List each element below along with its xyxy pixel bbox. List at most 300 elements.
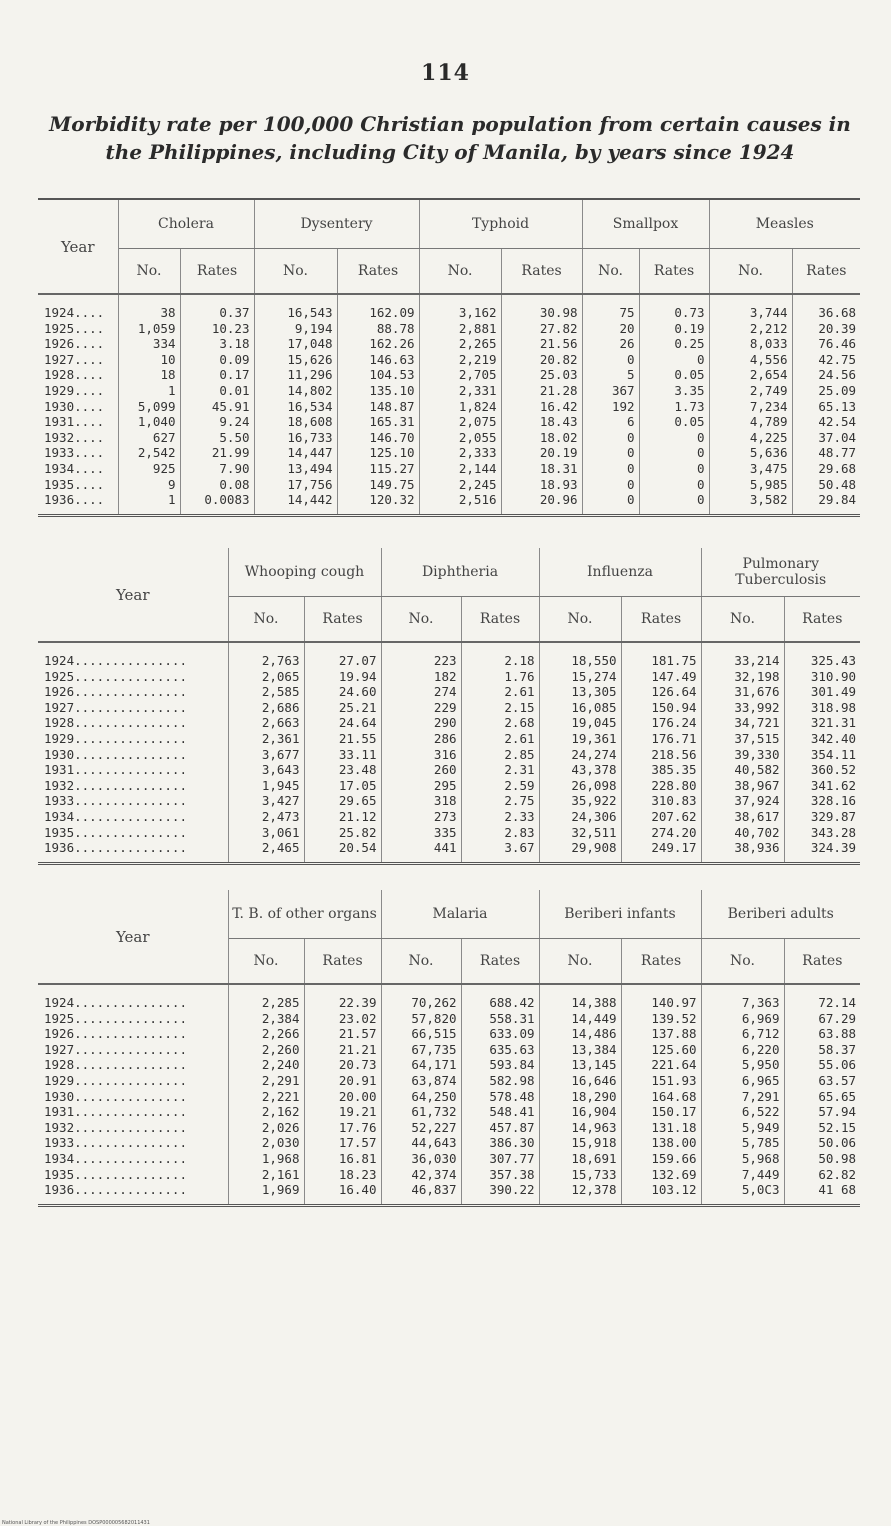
rate-cell: 17.05 bbox=[338, 777, 377, 793]
number-cell: 1,824 bbox=[458, 398, 497, 414]
number-cell: 2,144 bbox=[458, 460, 497, 476]
rates-column bbox=[304, 984, 381, 1204]
number-cell: 2,881 bbox=[458, 320, 497, 336]
year-cell: 1927............... bbox=[44, 1041, 187, 1057]
rate-cell: 148.87 bbox=[369, 398, 415, 414]
number-cell: 38,967 bbox=[734, 777, 780, 793]
number-cell: 70,262 bbox=[411, 995, 457, 1010]
rate-cell: 21.21 bbox=[338, 1041, 377, 1057]
year-cell: 1926............... bbox=[44, 684, 187, 700]
page-title: Morbidity rate per 100,000 Christian population from certain causes in the Philippines, including City of Manila, by years since 1924 bbox=[49, 112, 851, 164]
number-cell: 2,265 bbox=[458, 336, 497, 352]
rate-cell: 20.73 bbox=[338, 1057, 377, 1073]
rate-cell: 126.64 bbox=[651, 684, 697, 700]
number-cell: 7,449 bbox=[741, 1166, 780, 1182]
rate-cell: 147.49 bbox=[651, 668, 697, 684]
year-cell: 1926.... bbox=[44, 336, 105, 352]
number-cell: 3,582 bbox=[749, 492, 788, 508]
number-cell: 1,945 bbox=[261, 777, 300, 793]
rate-cell: 63.88 bbox=[818, 1026, 857, 1042]
year-cell: 1925.... bbox=[44, 320, 105, 336]
rate-cell: 21.99 bbox=[211, 445, 250, 461]
rate-cell: 0.05 bbox=[674, 414, 705, 430]
rate-cell: 0.37 bbox=[219, 305, 250, 320]
rate-cell: 120.32 bbox=[369, 492, 415, 508]
number-cell: 5,785 bbox=[741, 1135, 780, 1151]
rate-cell: 21.56 bbox=[539, 336, 578, 352]
number-column bbox=[254, 294, 337, 514]
rate-cell: 104.53 bbox=[369, 367, 415, 383]
number-cell: 6,522 bbox=[741, 1104, 780, 1120]
number-cell: 8,033 bbox=[749, 336, 788, 352]
number-cell: 2,245 bbox=[458, 476, 497, 492]
year-cell: 1930.... bbox=[44, 398, 105, 414]
number-cell: 925 bbox=[152, 460, 176, 476]
rate-cell: 20.00 bbox=[338, 1088, 377, 1104]
rate-cell: 16.40 bbox=[338, 1182, 377, 1198]
year-cell: 1927.... bbox=[44, 351, 105, 367]
disease-header: Beriberi adults bbox=[701, 890, 860, 939]
rates-header: Rates bbox=[337, 249, 419, 295]
rate-cell: 0.01 bbox=[219, 382, 250, 398]
number-cell: 16,904 bbox=[571, 1104, 617, 1120]
rate-cell: 0 bbox=[696, 476, 705, 492]
rate-cell: 72.14 bbox=[818, 995, 857, 1010]
rate-cell: 30.98 bbox=[539, 305, 578, 320]
number-cell: 2,030 bbox=[261, 1135, 300, 1151]
rates-header: Rates bbox=[461, 597, 539, 643]
rate-cell: 3.18 bbox=[219, 336, 250, 352]
rate-cell: 558.31 bbox=[489, 1010, 535, 1026]
rate-cell: 65.65 bbox=[818, 1088, 857, 1104]
page-number: 114 bbox=[421, 60, 470, 86]
number-cell: 0 bbox=[626, 351, 635, 367]
number-cell: 2,055 bbox=[458, 429, 497, 445]
rate-cell: 52.15 bbox=[818, 1119, 857, 1135]
number-cell: 1,969 bbox=[261, 1182, 300, 1198]
year-header: Year bbox=[38, 200, 118, 294]
number-column bbox=[701, 642, 784, 862]
number-cell: 13,305 bbox=[571, 684, 617, 700]
number-cell: 13,145 bbox=[571, 1057, 617, 1073]
number-cell: 2,361 bbox=[261, 730, 300, 746]
rate-cell: 55.06 bbox=[818, 1057, 857, 1073]
rate-cell: 2.33 bbox=[504, 808, 535, 824]
number-cell: 5 bbox=[626, 367, 635, 383]
disease-header: T. B. of other organs bbox=[228, 890, 381, 939]
number-cell: 63,874 bbox=[411, 1072, 457, 1088]
rates-header: Rates bbox=[639, 249, 709, 295]
rate-cell: 357.38 bbox=[489, 1166, 535, 1182]
number-cell: 2,384 bbox=[261, 1010, 300, 1026]
rate-cell: 25.82 bbox=[338, 824, 377, 840]
number-cell: 2,473 bbox=[261, 808, 300, 824]
rate-cell: 17.57 bbox=[338, 1135, 377, 1151]
rate-cell: 139.52 bbox=[651, 1010, 697, 1026]
rate-cell: 18.02 bbox=[539, 429, 578, 445]
year-cell: 1924............... bbox=[44, 995, 187, 1010]
number-cell: 6,969 bbox=[741, 1010, 780, 1026]
rate-cell: 633.09 bbox=[489, 1026, 535, 1042]
number-cell: 38,936 bbox=[734, 840, 780, 856]
rate-cell: 2.75 bbox=[504, 793, 535, 809]
rates-header: Rates bbox=[621, 597, 701, 643]
number-cell: 229 bbox=[433, 699, 457, 715]
number-cell: 223 bbox=[433, 653, 457, 668]
rate-cell: 329.87 bbox=[810, 808, 856, 824]
rate-cell: 18.31 bbox=[539, 460, 578, 476]
rate-cell: 131.18 bbox=[651, 1119, 697, 1135]
rate-cell: 20.19 bbox=[539, 445, 578, 461]
rate-cell: 132.69 bbox=[651, 1166, 697, 1182]
disease-header: Dysentery bbox=[254, 200, 419, 249]
rates-header: Rates bbox=[792, 249, 860, 295]
rate-cell: 386.30 bbox=[489, 1135, 535, 1151]
number-cell: 4,556 bbox=[749, 351, 788, 367]
number-cell: 2,705 bbox=[458, 367, 497, 383]
rates-column bbox=[461, 984, 539, 1204]
number-cell: 627 bbox=[152, 429, 176, 445]
rate-cell: 343.28 bbox=[810, 824, 856, 840]
rate-cell: 50.98 bbox=[818, 1150, 857, 1166]
rate-cell: 0.0083 bbox=[204, 492, 250, 508]
year-column bbox=[38, 294, 118, 514]
rate-cell: 21.55 bbox=[338, 730, 377, 746]
rate-cell: 2.18 bbox=[504, 653, 535, 668]
year-cell: 1928.... bbox=[44, 367, 105, 383]
number-cell: 2,585 bbox=[261, 684, 300, 700]
disease-header: Diphtheria bbox=[381, 548, 539, 597]
number-cell: 33,992 bbox=[734, 699, 780, 715]
number-cell: 441 bbox=[433, 840, 457, 856]
rate-cell: 33.11 bbox=[338, 746, 377, 762]
number-header: No. bbox=[228, 939, 304, 985]
rate-cell: 125.60 bbox=[651, 1041, 697, 1057]
rate-cell: 149.75 bbox=[369, 476, 415, 492]
number-cell: 2,266 bbox=[261, 1026, 300, 1042]
number-cell: 44,643 bbox=[411, 1135, 457, 1151]
number-cell: 2,465 bbox=[261, 840, 300, 856]
number-cell: 37,924 bbox=[734, 793, 780, 809]
number-cell: 0 bbox=[626, 460, 635, 476]
number-cell: 4,225 bbox=[749, 429, 788, 445]
year-cell: 1931............... bbox=[44, 1104, 187, 1120]
rate-cell: 16.42 bbox=[539, 398, 578, 414]
number-column bbox=[381, 984, 461, 1204]
rates-column bbox=[792, 294, 860, 514]
rates-column bbox=[621, 642, 701, 862]
rate-cell: 324.39 bbox=[810, 840, 856, 856]
number-cell: 26,098 bbox=[571, 777, 617, 793]
number-cell: 14,449 bbox=[571, 1010, 617, 1026]
rate-cell: 20.54 bbox=[338, 840, 377, 856]
rate-cell: 146.63 bbox=[369, 351, 415, 367]
rate-cell: 2.68 bbox=[504, 715, 535, 731]
number-cell: 273 bbox=[433, 808, 457, 824]
rates-header: Rates bbox=[784, 939, 860, 985]
number-cell: 1 bbox=[167, 492, 176, 508]
number-cell: 2,065 bbox=[261, 668, 300, 684]
rate-cell: 582.98 bbox=[489, 1072, 535, 1088]
number-cell: 335 bbox=[433, 824, 457, 840]
number-cell: 18,608 bbox=[287, 414, 333, 430]
rate-cell: 29.65 bbox=[338, 793, 377, 809]
rate-cell: 0.09 bbox=[219, 351, 250, 367]
rate-cell: 76.46 bbox=[818, 336, 857, 352]
number-cell: 14,963 bbox=[571, 1119, 617, 1135]
number-cell: 24,306 bbox=[571, 808, 617, 824]
number-cell: 192 bbox=[611, 398, 635, 414]
number-cell: 9 bbox=[167, 476, 176, 492]
number-cell: 260 bbox=[433, 762, 457, 778]
number-cell: 33,214 bbox=[734, 653, 780, 668]
year-cell: 1934.... bbox=[44, 460, 105, 476]
rate-cell: 16.81 bbox=[338, 1150, 377, 1166]
number-cell: 6,220 bbox=[741, 1041, 780, 1057]
number-cell: 26 bbox=[619, 336, 635, 352]
number-header: No. bbox=[228, 597, 304, 643]
number-cell: 43,378 bbox=[571, 762, 617, 778]
number-cell: 32,198 bbox=[734, 668, 780, 684]
rate-cell: 17.76 bbox=[338, 1119, 377, 1135]
rate-cell: 176.24 bbox=[651, 715, 697, 731]
rate-cell: 150.94 bbox=[651, 699, 697, 715]
number-cell: 13,384 bbox=[571, 1041, 617, 1057]
year-cell: 1924............... bbox=[44, 653, 187, 668]
disease-header: Measles bbox=[709, 200, 860, 249]
number-cell: 16,543 bbox=[287, 305, 333, 320]
number-header: No. bbox=[582, 249, 639, 295]
number-cell: 18 bbox=[160, 367, 176, 383]
rate-cell: 7.90 bbox=[219, 460, 250, 476]
rate-cell: 2.31 bbox=[504, 762, 535, 778]
number-cell: 1,040 bbox=[137, 414, 176, 430]
number-header: No. bbox=[709, 249, 792, 295]
number-cell: 20 bbox=[619, 320, 635, 336]
rate-cell: 21.28 bbox=[539, 382, 578, 398]
number-cell: 38 bbox=[160, 305, 176, 320]
rate-cell: 341.62 bbox=[810, 777, 856, 793]
number-cell: 5,636 bbox=[749, 445, 788, 461]
number-column bbox=[118, 294, 180, 514]
year-cell: 1930............... bbox=[44, 746, 187, 762]
rate-cell: 321.31 bbox=[810, 715, 856, 731]
rate-cell: 207.62 bbox=[651, 808, 697, 824]
number-header: No. bbox=[118, 249, 180, 295]
rate-cell: 22.39 bbox=[338, 995, 377, 1010]
number-header: No. bbox=[419, 249, 501, 295]
number-cell: 318 bbox=[433, 793, 457, 809]
rate-cell: 578.48 bbox=[489, 1088, 535, 1104]
number-cell: 316 bbox=[433, 746, 457, 762]
rate-cell: 354.11 bbox=[810, 746, 856, 762]
rate-cell: 25.03 bbox=[539, 367, 578, 383]
number-cell: 11,296 bbox=[287, 367, 333, 383]
rate-cell: 57.94 bbox=[818, 1104, 857, 1120]
rate-cell: 10.23 bbox=[211, 320, 250, 336]
number-cell: 3,475 bbox=[749, 460, 788, 476]
year-cell: 1925............... bbox=[44, 1010, 187, 1026]
rate-cell: 18.93 bbox=[539, 476, 578, 492]
rate-cell: 310.90 bbox=[810, 668, 856, 684]
rate-cell: 20.96 bbox=[539, 492, 578, 508]
number-cell: 182 bbox=[433, 668, 457, 684]
rate-cell: 50.06 bbox=[818, 1135, 857, 1151]
rate-cell: 342.40 bbox=[810, 730, 856, 746]
number-cell: 2,542 bbox=[137, 445, 176, 461]
year-cell: 1935.... bbox=[44, 476, 105, 492]
number-cell: 2,763 bbox=[261, 653, 300, 668]
rate-cell: 20.91 bbox=[338, 1072, 377, 1088]
rates-header: Rates bbox=[180, 249, 254, 295]
number-cell: 14,447 bbox=[287, 445, 333, 461]
rates-header: Rates bbox=[621, 939, 701, 985]
number-cell: 37,515 bbox=[734, 730, 780, 746]
number-cell: 19,361 bbox=[571, 730, 617, 746]
number-cell: 75 bbox=[619, 305, 635, 320]
rate-cell: 19.21 bbox=[338, 1104, 377, 1120]
rate-cell: 635.63 bbox=[489, 1041, 535, 1057]
number-cell: 52,227 bbox=[411, 1119, 457, 1135]
number-cell: 2,291 bbox=[261, 1072, 300, 1088]
rate-cell: 0 bbox=[696, 351, 705, 367]
rate-cell: 29.84 bbox=[818, 492, 857, 508]
number-cell: 0 bbox=[626, 445, 635, 461]
rate-cell: 221.64 bbox=[651, 1057, 697, 1073]
number-cell: 46,837 bbox=[411, 1182, 457, 1198]
disease-header: Smallpox bbox=[582, 200, 709, 249]
number-header: No. bbox=[701, 939, 784, 985]
rate-cell: 301.49 bbox=[810, 684, 856, 700]
rate-cell: 103.12 bbox=[651, 1182, 697, 1198]
number-cell: 5,968 bbox=[741, 1150, 780, 1166]
rate-cell: 23.02 bbox=[338, 1010, 377, 1026]
rate-cell: 20.82 bbox=[539, 351, 578, 367]
disease-header: Pulmonary Tuberculosis bbox=[701, 548, 860, 597]
rate-cell: 2.59 bbox=[504, 777, 535, 793]
number-cell: 2,161 bbox=[261, 1166, 300, 1182]
rate-cell: 18.43 bbox=[539, 414, 578, 430]
year-cell: 1935............... bbox=[44, 1166, 187, 1182]
year-cell: 1932............... bbox=[44, 777, 187, 793]
year-column bbox=[38, 984, 228, 1204]
year-column bbox=[38, 642, 228, 862]
rate-cell: 29.68 bbox=[818, 460, 857, 476]
rate-cell: 25.09 bbox=[818, 382, 857, 398]
number-cell: 290 bbox=[433, 715, 457, 731]
number-cell: 42,374 bbox=[411, 1166, 457, 1182]
number-cell: 2,162 bbox=[261, 1104, 300, 1120]
number-cell: 2,654 bbox=[749, 367, 788, 383]
rate-cell: 3.35 bbox=[674, 382, 705, 398]
number-cell: 14,486 bbox=[571, 1026, 617, 1042]
rate-cell: 688.42 bbox=[489, 995, 535, 1010]
rate-cell: 137.88 bbox=[651, 1026, 697, 1042]
year-cell: 1936.... bbox=[44, 492, 105, 508]
rate-cell: 390.22 bbox=[489, 1182, 535, 1198]
rate-cell: 5.50 bbox=[219, 429, 250, 445]
rates-header: Rates bbox=[784, 597, 860, 643]
rate-cell: 146.70 bbox=[369, 429, 415, 445]
rate-cell: 48.77 bbox=[818, 445, 857, 461]
rates-column bbox=[639, 294, 709, 514]
number-cell: 64,250 bbox=[411, 1088, 457, 1104]
rate-cell: 125.10 bbox=[369, 445, 415, 461]
rate-cell: 115.27 bbox=[369, 460, 415, 476]
rate-cell: 0 bbox=[696, 460, 705, 476]
number-cell: 6,712 bbox=[741, 1026, 780, 1042]
number-cell: 3,162 bbox=[458, 305, 497, 320]
rate-cell: 23.48 bbox=[338, 762, 377, 778]
number-cell: 2,221 bbox=[261, 1088, 300, 1104]
year-cell: 1935............... bbox=[44, 824, 187, 840]
number-cell: 32,511 bbox=[571, 824, 617, 840]
rate-cell: 0.08 bbox=[219, 476, 250, 492]
number-column bbox=[539, 642, 621, 862]
year-cell: 1925............... bbox=[44, 668, 187, 684]
number-cell: 24,274 bbox=[571, 746, 617, 762]
rates-column bbox=[784, 642, 860, 862]
rates-header: Rates bbox=[304, 597, 381, 643]
rate-cell: 67.29 bbox=[818, 1010, 857, 1026]
rate-cell: 318.98 bbox=[810, 699, 856, 715]
number-cell: 2,285 bbox=[261, 995, 300, 1010]
year-cell: 1929............... bbox=[44, 1072, 187, 1088]
year-cell: 1936............... bbox=[44, 840, 187, 856]
year-cell: 1934............... bbox=[44, 1150, 187, 1166]
rate-cell: 176.71 bbox=[651, 730, 697, 746]
rate-cell: 21.12 bbox=[338, 808, 377, 824]
number-cell: 17,048 bbox=[287, 336, 333, 352]
year-cell: 1924.... bbox=[44, 305, 105, 320]
number-column bbox=[228, 984, 304, 1204]
rates-header: Rates bbox=[304, 939, 381, 985]
rate-cell: 3.67 bbox=[504, 840, 535, 856]
rates-column bbox=[621, 984, 701, 1204]
rate-cell: 37.04 bbox=[818, 429, 857, 445]
rate-cell: 328.16 bbox=[810, 793, 856, 809]
number-cell: 2,663 bbox=[261, 715, 300, 731]
number-cell: 13,494 bbox=[287, 460, 333, 476]
year-cell: 1931.... bbox=[44, 414, 105, 430]
number-cell: 31,676 bbox=[734, 684, 780, 700]
year-cell: 1929.... bbox=[44, 382, 105, 398]
number-column bbox=[539, 984, 621, 1204]
rate-cell: 457.87 bbox=[489, 1119, 535, 1135]
number-header: No. bbox=[539, 597, 621, 643]
number-cell: 16,534 bbox=[287, 398, 333, 414]
number-cell: 15,274 bbox=[571, 668, 617, 684]
rate-cell: 228.80 bbox=[651, 777, 697, 793]
number-cell: 5,949 bbox=[741, 1119, 780, 1135]
number-cell: 15,918 bbox=[571, 1135, 617, 1151]
rate-cell: 42.75 bbox=[818, 351, 857, 367]
rate-cell: 41 68 bbox=[818, 1182, 857, 1198]
number-cell: 39,330 bbox=[734, 746, 780, 762]
number-cell: 2,331 bbox=[458, 382, 497, 398]
rate-cell: 88.78 bbox=[376, 320, 415, 336]
number-cell: 5,950 bbox=[741, 1057, 780, 1073]
number-cell: 34,721 bbox=[734, 715, 780, 731]
rate-cell: 325.43 bbox=[810, 653, 856, 668]
number-cell: 0 bbox=[626, 429, 635, 445]
rate-cell: 24.64 bbox=[338, 715, 377, 731]
number-cell: 286 bbox=[433, 730, 457, 746]
rate-cell: 65.13 bbox=[818, 398, 857, 414]
number-column bbox=[709, 294, 792, 514]
number-cell: 4,789 bbox=[749, 414, 788, 430]
number-cell: 3,744 bbox=[749, 305, 788, 320]
